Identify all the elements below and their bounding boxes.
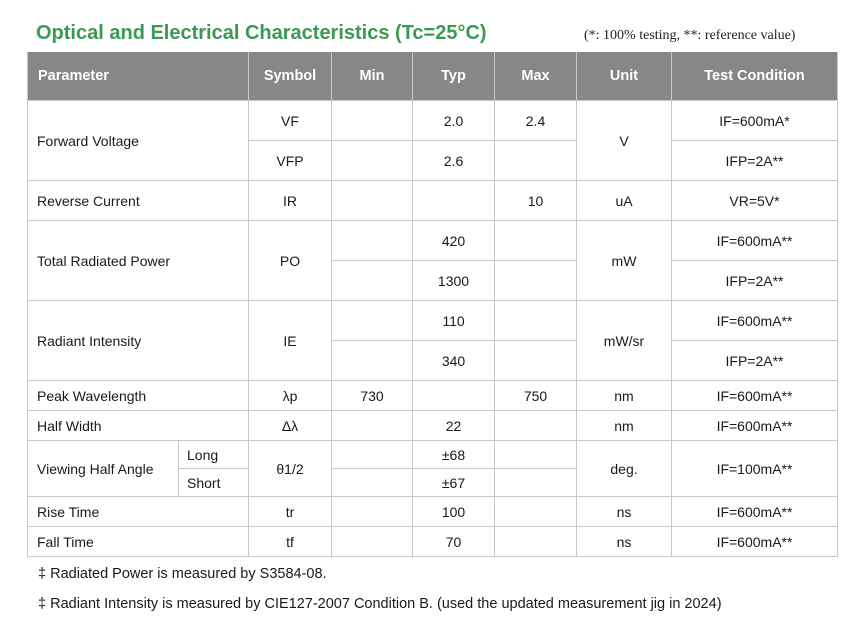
parameter-cell: Rise Time xyxy=(28,497,249,527)
typ-cell: 70 xyxy=(413,527,495,557)
symbol-cell: λp xyxy=(249,381,332,411)
header-symbol: Symbol xyxy=(249,52,332,101)
min-cell xyxy=(332,141,413,181)
typ-cell: 110 xyxy=(413,301,495,341)
condition-cell: IF=600mA* xyxy=(672,101,838,141)
parameter-cell: Reverse Current xyxy=(28,181,249,221)
parameter-cell: Radiant Intensity xyxy=(28,301,249,381)
table-row xyxy=(28,101,838,141)
footnote-radiated-power: ‡ Radiated Power is measured by S3584-08. xyxy=(38,566,327,582)
parameter-cell: Forward Voltage xyxy=(28,101,249,181)
unit-cell: ns xyxy=(577,497,672,527)
unit-cell: mW/sr xyxy=(577,301,672,381)
min-cell xyxy=(332,441,413,469)
parameter-cell: Fall Time xyxy=(28,527,249,557)
table-row xyxy=(28,221,838,261)
footnote-radiant-intensity: ‡ Radiant Intensity is measured by CIE127-2007 Condition B. (used the updated measurement jig in 2024) xyxy=(38,596,722,612)
typ-cell: 2.0 xyxy=(413,101,495,141)
max-cell xyxy=(495,527,577,557)
header-typ: Typ xyxy=(413,52,495,101)
parameter-cell: Total Radiated Power xyxy=(28,221,249,301)
symbol-cell: tr xyxy=(249,497,332,527)
typ-cell: 420 xyxy=(413,221,495,261)
max-cell xyxy=(495,497,577,527)
min-cell xyxy=(332,301,413,341)
parameter-cell: Peak Wavelength xyxy=(28,381,249,411)
min-cell: 730 xyxy=(332,381,413,411)
typ-cell: 100 xyxy=(413,497,495,527)
condition-cell: IF=600mA** xyxy=(672,527,838,557)
condition-cell: VR=5V* xyxy=(672,181,838,221)
typ-cell: ±67 xyxy=(413,469,495,497)
typ-cell xyxy=(413,381,495,411)
table-row xyxy=(28,381,838,411)
max-cell xyxy=(495,261,577,301)
unit-cell: nm xyxy=(577,381,672,411)
symbol-cell: IE xyxy=(249,301,332,381)
symbol-cell: θ1/2 xyxy=(249,441,332,497)
table-row xyxy=(28,411,838,441)
max-cell: 2.4 xyxy=(495,101,577,141)
max-cell xyxy=(495,469,577,497)
reference-note: (*: 100% testing, **: reference value) xyxy=(584,28,796,43)
table-row xyxy=(28,527,838,557)
condition-cell: IF=600mA** xyxy=(672,381,838,411)
header-max: Max xyxy=(495,52,577,101)
symbol-cell: IR xyxy=(249,181,332,221)
symbol-cell: tf xyxy=(249,527,332,557)
sub-parameter-cell: Long xyxy=(179,441,249,469)
unit-cell: ns xyxy=(577,527,672,557)
header-parameter: Parameter xyxy=(28,52,249,101)
typ-cell: ±68 xyxy=(413,441,495,469)
min-cell xyxy=(332,527,413,557)
header-unit: Unit xyxy=(577,52,672,101)
symbol-cell: PO xyxy=(249,221,332,301)
max-cell xyxy=(495,341,577,381)
min-cell xyxy=(332,221,413,261)
parameter-cell: Viewing Half Angle xyxy=(28,441,179,497)
page-title: Optical and Electrical Characteristics (Tc=25°C) xyxy=(36,22,487,44)
header-min: Min xyxy=(332,52,413,101)
symbol-cell: Δλ xyxy=(249,411,332,441)
symbol-cell: VFP xyxy=(249,141,332,181)
condition-cell: IF=600mA** xyxy=(672,497,838,527)
min-cell xyxy=(332,261,413,301)
parameter-cell: Half Width xyxy=(28,411,249,441)
table-header-row xyxy=(28,52,838,101)
unit-cell: mW xyxy=(577,221,672,301)
max-cell: 750 xyxy=(495,381,577,411)
typ-cell: 22 xyxy=(413,411,495,441)
unit-cell: nm xyxy=(577,411,672,441)
condition-cell: IF=100mA** xyxy=(672,441,838,497)
symbol-cell: VF xyxy=(249,101,332,141)
table-row xyxy=(28,441,838,469)
min-cell xyxy=(332,497,413,527)
max-cell xyxy=(495,441,577,469)
table-row xyxy=(28,497,838,527)
min-cell xyxy=(332,411,413,441)
condition-cell: IFP=2A** xyxy=(672,141,838,181)
condition-cell: IF=600mA** xyxy=(672,221,838,261)
condition-cell: IF=600mA** xyxy=(672,301,838,341)
max-cell: 10 xyxy=(495,181,577,221)
max-cell xyxy=(495,301,577,341)
table-row xyxy=(28,301,838,341)
condition-cell: IFP=2A** xyxy=(672,341,838,381)
typ-cell: 2.6 xyxy=(413,141,495,181)
sub-parameter-cell: Short xyxy=(179,469,249,497)
min-cell xyxy=(332,469,413,497)
table-row xyxy=(28,181,838,221)
max-cell xyxy=(495,141,577,181)
max-cell xyxy=(495,411,577,441)
max-cell xyxy=(495,221,577,261)
typ-cell: 340 xyxy=(413,341,495,381)
min-cell xyxy=(332,101,413,141)
unit-cell: V xyxy=(577,101,672,181)
typ-cell xyxy=(413,181,495,221)
typ-cell: 1300 xyxy=(413,261,495,301)
min-cell xyxy=(332,341,413,381)
unit-cell: uA xyxy=(577,181,672,221)
condition-cell: IFP=2A** xyxy=(672,261,838,301)
min-cell xyxy=(332,181,413,221)
condition-cell: IF=600mA** xyxy=(672,411,838,441)
unit-cell: deg. xyxy=(577,441,672,497)
header-test-condition: Test Condition xyxy=(672,52,838,101)
characteristics-table xyxy=(27,52,838,557)
